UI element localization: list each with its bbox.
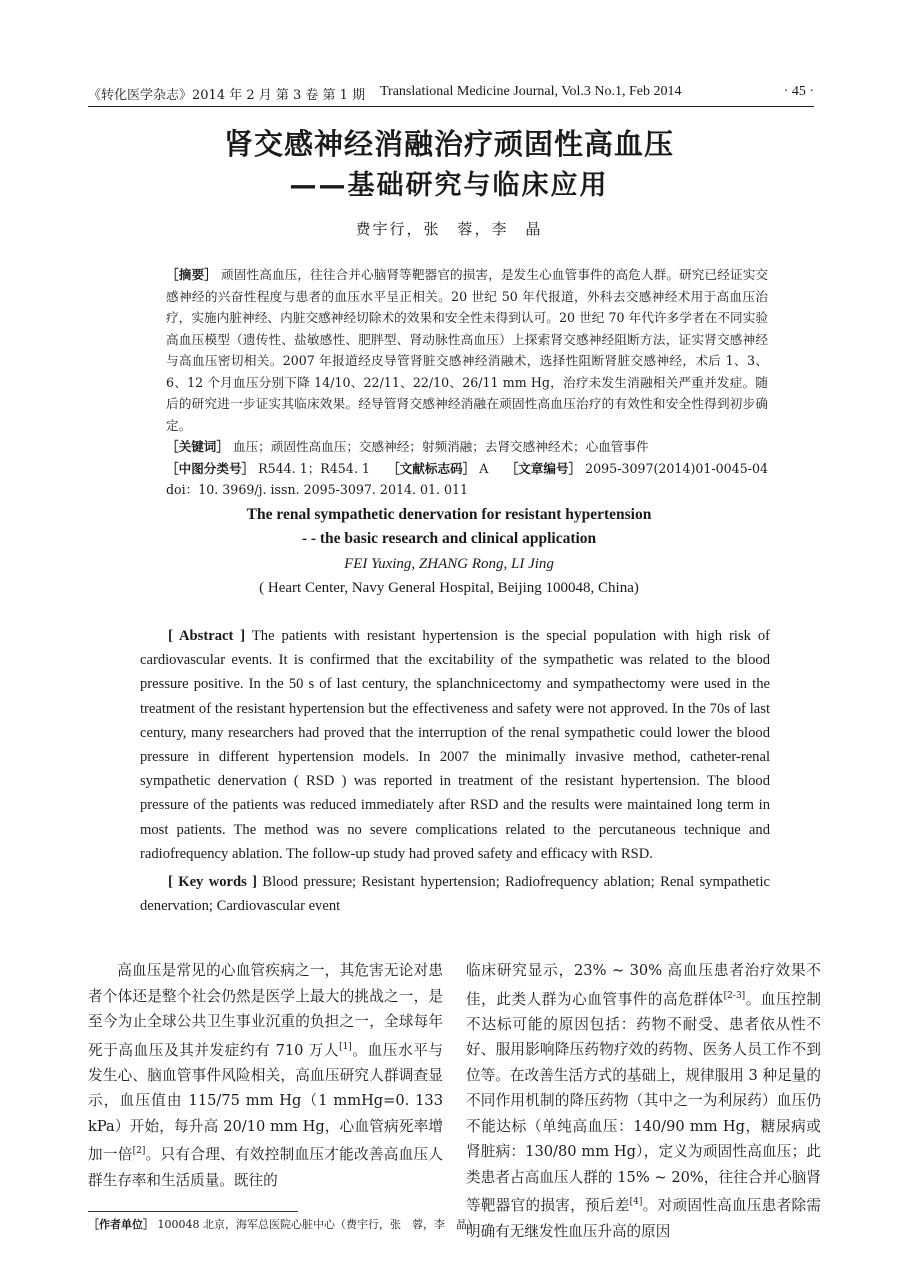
abstract-en bbox=[140, 624, 770, 866]
header-rule bbox=[88, 106, 814, 107]
classification-row bbox=[166, 458, 768, 480]
running-header bbox=[88, 84, 814, 108]
english-affiliation: ( Heart Center, Navy General Hospital, Beijing 100048, China) bbox=[259, 580, 639, 596]
clc-label: ［中图分类号］ bbox=[166, 460, 255, 476]
keywords-en bbox=[140, 870, 770, 918]
citation-1: [1] bbox=[339, 1041, 352, 1052]
body-right-text-3: 。对顽固性高血压患者除需明确有无继发性血压升高的原因 bbox=[466, 1197, 821, 1240]
citation-2: [2] bbox=[132, 1146, 146, 1157]
body-column-right bbox=[466, 958, 821, 1244]
body-paragraph-left bbox=[88, 958, 443, 1193]
keywords-cn-label: ［关键词］ bbox=[166, 439, 229, 454]
doc-code-value: A bbox=[479, 460, 489, 476]
chinese-abstract-block bbox=[166, 264, 768, 501]
abstract-en-text: The patients with resistant hypertension is the special population with high risk of cardiovascular events. It is confirmed that the excitability of the sympathetic was related to the blood pressure positive. In the 50 s of last century, the splanchnicectomy and sympathectomy were used in the treatment of the resistant hypertension but the effectiveness and safety were not approved. In the 70s of last century, many researchers had proved that the interruption of the renal sympathetic could lower the blood pressure in different hypertension models. In 2007 the minimally invasive method, catheter-renal sympathetic denervation ( RSD ) was reported in treatment of the resistant hypertension. The blood pressure of the patients was reduced immediately after RSD and the results were maintained long term in most patients. The method was no severe complications related to the percutaneous technique and radiofrequency ablation. The follow-up study had proved safety and efficacy with RSD. bbox=[140, 628, 770, 862]
doc-code-label: ［文献标志码］ bbox=[387, 460, 476, 476]
clc-item bbox=[166, 458, 370, 480]
abstract-cn bbox=[166, 264, 768, 436]
title-line-2: ——基础研究与临床应用 bbox=[289, 170, 609, 201]
body-left-text-1: 高血压是常见的心血管疾病之一，其危害无论对患者个体还是整个社会仍然是医学上最大的挑战之一，是至今为止全球公共卫生事业沉重的负担之一，全球每年死于高血压及其并发症约有 710 万人 bbox=[88, 962, 443, 1059]
english-abstract-block bbox=[140, 624, 770, 918]
footnote-label: ［作者单位］ bbox=[88, 1218, 154, 1231]
doc-code-item bbox=[387, 458, 488, 480]
article-no-value: 2095-3097(2014)01-0045-04 bbox=[585, 460, 768, 476]
body-paragraph-right bbox=[466, 958, 821, 1244]
keywords-cn bbox=[166, 436, 768, 458]
keywords-en-text: Blood pressure; Resistant hypertension; Radiofrequency ablation; Renal sympathetic denervation; Cardiovascular event bbox=[140, 874, 770, 915]
footnote-rule bbox=[88, 1211, 298, 1212]
header-journal-en: Translational Medicine Journal, Vol.3 No.1, Feb 2014 bbox=[380, 84, 682, 99]
clc-value: R544. 1；R454. 1 bbox=[258, 460, 370, 476]
header-page-number: · 45 · bbox=[783, 84, 814, 99]
article-no-label: ［文章编号］ bbox=[505, 460, 582, 476]
title-line-1: 肾交感神经消融治疗顽固性高血压 bbox=[223, 127, 674, 161]
keywords-en-label: [ Key words ] bbox=[168, 874, 258, 891]
body-column-left bbox=[88, 958, 443, 1193]
authors-cn: 费宇行，张 蓉，李 晶 bbox=[355, 220, 543, 238]
abstract-cn-label: ［摘要］ bbox=[166, 267, 217, 282]
doi: doi：10. 3969/j. issn. 2095-3097. 2014. 01. 011 bbox=[166, 482, 469, 497]
article-no-item bbox=[506, 458, 768, 480]
english-title-line-2: - - the basic research and clinical application bbox=[301, 530, 597, 547]
english-title-line-1: The renal sympathetic denervation for resistant hypertension bbox=[246, 506, 652, 523]
footnote-text: 100048 北京，海军总医院心脏中心（费宇行，张 蓉，李 晶） bbox=[157, 1218, 478, 1231]
body-left-text-3: 。只有合理、有效控制血压才能改善高血压人群生存率和生活质量。既往的 bbox=[88, 1146, 443, 1189]
abstract-cn-text: 顽固性高血压，往往合并心脑肾等靶器官的损害，是发生心血管事件的高危人群。研究已经证实交感神经的兴奋性程度与患者的血压水平呈正相关。20 世纪 50 年代报道，外科去交感神经术用于高血压治疗，实施内脏神经、内脏交感神经切除术的效果和安全性未得到认可。20 世纪 70 年代许多学者在不同实验高血压模型（遗传性、盐敏感性、肥胖型、肾动脉性高血压）上探索肾交感神经阻断方法，证实肾交感神经与高血压密切相关。2007 年报道经皮导管肾脏交感神经消融术，选择性阻断肾脏交感神经，术后 1、3、6、12 个月血压分别下降 14/10、22/11、22/10、26/11 mm Hg，治疗未发生消融相关严重并发症。随后的研究进一步证实其临床效果。经导管肾交感神经消融在顽固性高血压治疗的有效性和安全性得到初步确定。 bbox=[166, 267, 769, 433]
abstract-en-label: [ Abstract ] bbox=[168, 628, 246, 644]
footnote bbox=[88, 1216, 478, 1232]
body-left-text-2: 。血压水平与发生心、脑血管事件风险相关，高血压研究人群调查显示，血压值由 115/75 mm Hg（1 mmHg=0. 133 kPa）开始，每升高 20/10 mm Hg，心血管病死率增加一倍 bbox=[88, 1041, 443, 1164]
header-journal-cn: 《转化医学杂志》2014 年 2 月 第 3 卷 第 1 期 bbox=[88, 88, 366, 103]
keywords-cn-text: 血压；顽固性高血压；交感神经；射频消融；去肾交感神经术；心血管事件 bbox=[232, 439, 649, 454]
citation-4: [4] bbox=[629, 1197, 643, 1208]
body-right-text-1: 临床研究显示，23% ~ 30% 高血压患者治疗效果不佳，此类人群为心血管事件的高危群体 bbox=[466, 962, 821, 1008]
body-right-text-2: 。血压控制不达标可能的原因包括：药物不耐受、患者依从性不好、服用影响降压药物疗效的药物、医务人员工作不到位等。在改善生活方式的基础上，规律服用 3 种足量的不同作用机制的降压药物（其中之一为利尿药）血压仍不能达标（单纯高血压：140/90 mm Hg，糖尿病或肾脏病：130/80 mm Hg），定义为顽固性高血压；此类患者占高血压人群的 15% ~ 20%，往往合并心脑肾等靶器官的损害，预后差 bbox=[466, 990, 821, 1215]
citation-2-3: [2-3] bbox=[723, 990, 746, 1001]
english-authors: FEI Yuxing, ZHANG Rong, LI Jing bbox=[344, 556, 554, 572]
